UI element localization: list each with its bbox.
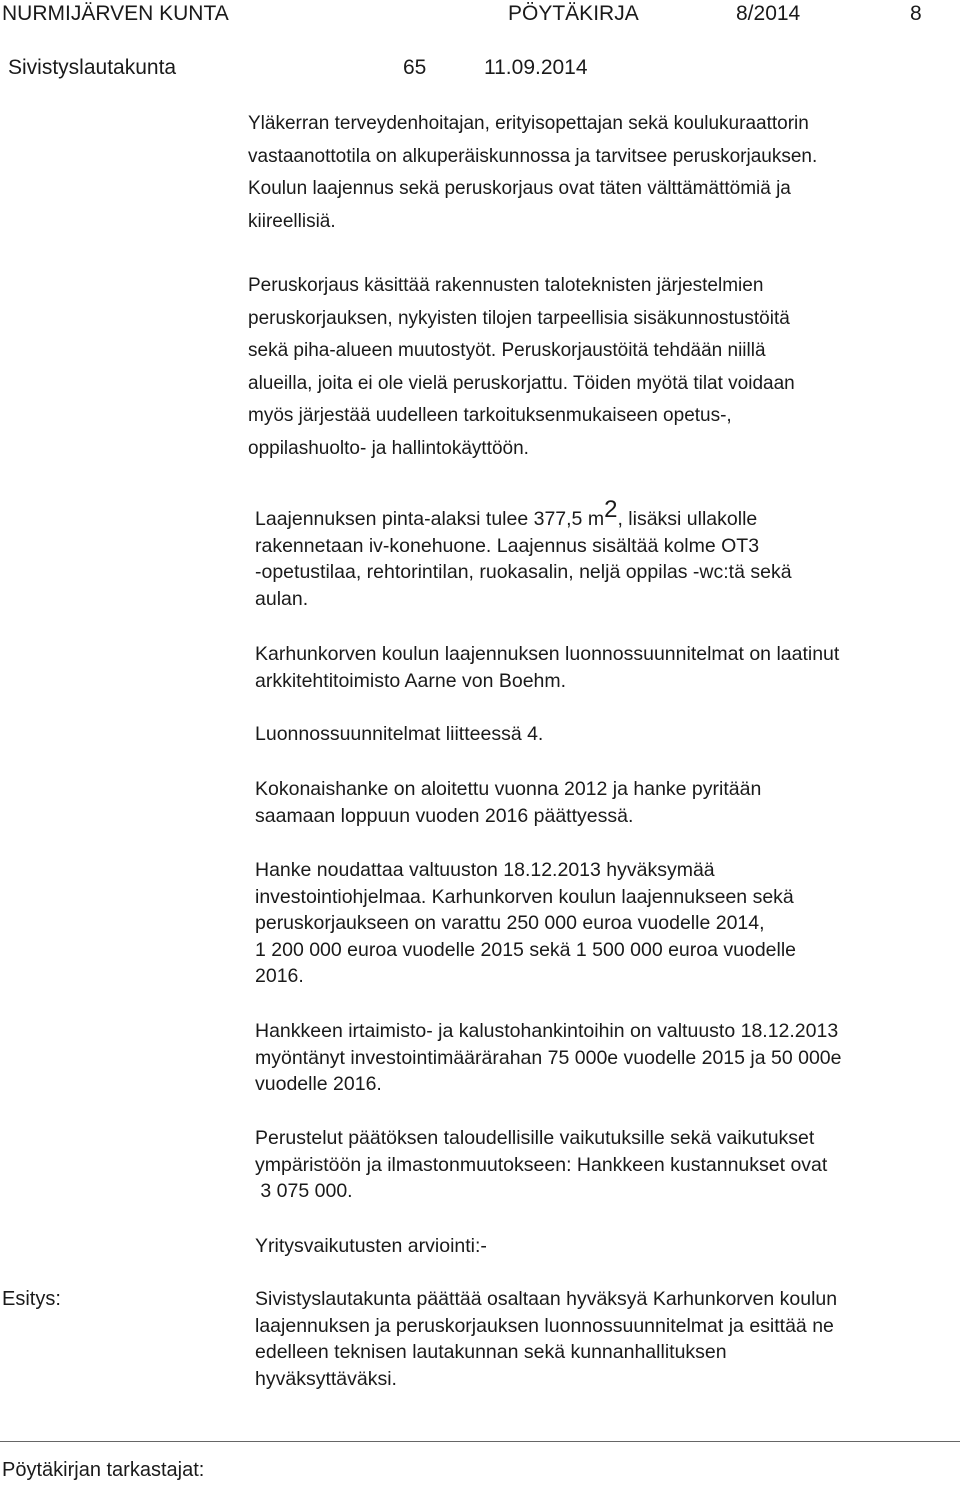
paragraph-9: [255, 1125, 955, 1205]
line: arkkitehtitoimisto Aarne von Boehm.: [255, 669, 567, 692]
line: 1 200 000 euroa vuodelle 2015 sekä 1 500 000 euroa vuodelle: [255, 938, 797, 961]
line: Sivistyslautakunta päättää osaltaan hyväksyä Karhunkorven koulun: [255, 1288, 838, 1310]
paragraph-10: [255, 1233, 955, 1260]
line: -opetustilaa, rehtorintilan, ruokasalin, neljä oppilas -wc:tä sekä: [255, 561, 792, 583]
paragraph-3: [255, 496, 955, 612]
footer-divider: [0, 1441, 960, 1442]
proposal-label: Esitys:: [2, 1288, 61, 1310]
line: kiireellisiä.: [248, 210, 336, 232]
line: myös järjestää uudelleen tarkoituksenmukaiseen opetus-,: [248, 405, 732, 426]
line: oppilashuolto- ja hallintokäyttöön.: [248, 437, 529, 459]
meeting-date: 11.09.2014: [484, 56, 588, 79]
line: aulan.: [255, 587, 309, 610]
line: 3 075 000.: [255, 1180, 353, 1202]
line: alueilla, joita ei ole vielä peruskorjattu. Töiden myötä tilat voidaan: [248, 372, 795, 394]
line: laajennuksen ja peruskorjauksen luonnossuunnitelmat ja esittää ne: [255, 1314, 834, 1337]
line: vuodelle 2016.: [255, 1073, 382, 1095]
line: hyväksyttäväksi.: [255, 1367, 397, 1390]
line: myöntänyt investointimäärärahan 75 000e vuodelle 2015 ja 50 000e: [255, 1046, 842, 1069]
organization-name: NURMIJÄRVEN KUNTA: [2, 2, 229, 25]
committee-name: Sivistyslautakunta: [8, 56, 177, 79]
line: Karhunkorven koulun laajennuksen luonnossuunnitelmat on laatinut: [255, 643, 840, 665]
superscript: 2: [604, 496, 618, 523]
paragraph-5: [255, 721, 955, 748]
paragraph-6: [255, 776, 955, 829]
line: sekä piha-alueen muutostyöt. Peruskorjaustöitä tehdään niillä: [248, 340, 766, 361]
line: investointiohjelmaa. Karhunkorven koulun laajennukseen sekä: [255, 885, 794, 908]
paragraph-2: [248, 270, 948, 465]
line: ympäristöön ja ilmastonmuutokseen: Hankkeen kustannukset ovat: [255, 1153, 828, 1176]
line: saamaan loppuun vuoden 2016 päättyessä.: [255, 804, 634, 827]
line: [255, 496, 758, 530]
line: rakennetaan iv-konehuone. Laajennus sisältää kolme OT3: [255, 534, 760, 557]
proposal-text: [255, 1286, 955, 1392]
line: Yritysvaikutusten arviointi:-: [255, 1235, 487, 1257]
line: vastaanottotila on alkuperäiskunnossa ja tarvitsee peruskorjauksen.: [248, 145, 818, 167]
line: peruskorjaukseen on varattu 250 000 euroa vuodelle 2014,: [255, 912, 765, 934]
document-number: 8/2014: [736, 2, 801, 25]
line: Hankkeen irtaimisto- ja kalustohankintoihin on valtuusto 18.12.2013: [255, 1020, 839, 1042]
area-text: Laajennuksen pinta-alaksi tulee 377,5 m: [255, 508, 605, 530]
line: Kokonaishanke on aloitettu vuonna 2012 ja hanke pyritään: [255, 778, 762, 800]
line: Luonnossuunnitelmat liitteessä 4.: [255, 723, 544, 745]
line: Perustelut päätöksen taloudellisille vaikutuksille sekä vaikutukset: [255, 1127, 815, 1149]
line: Hanke noudattaa valtuuston 18.12.2013 hyväksymää: [255, 859, 715, 881]
paragraph-4: [255, 641, 955, 694]
paragraph-7: [255, 857, 955, 990]
paragraph-1: [248, 108, 948, 238]
section-number: 65: [403, 56, 427, 79]
paragraph-8: [255, 1018, 955, 1098]
line: Yläkerran terveydenhoitajan, erityisopettajan sekä koulukuraattorin: [248, 113, 809, 134]
line: Koulun laajennus sekä peruskorjaus ovat täten välttämättömiä ja: [248, 178, 791, 199]
page-number: 8: [910, 2, 922, 25]
line: peruskorjauksen, nykyisten tilojen tarpeellisia sisäkunnostustöitä: [248, 307, 790, 329]
document-type: PÖYTÄKIRJA: [508, 2, 639, 25]
line: Peruskorjaus käsittää rakennusten taloteknisten järjestelmien: [248, 275, 764, 296]
line: edelleen teknisen lautakunnan sekä kunnanhallituksen: [255, 1341, 727, 1363]
minutes-checkers-label: Pöytäkirjan tarkastajat:: [2, 1459, 205, 1481]
line: 2016.: [255, 965, 304, 987]
area-text-tail: , lisäksi ullakolle: [617, 508, 758, 530]
